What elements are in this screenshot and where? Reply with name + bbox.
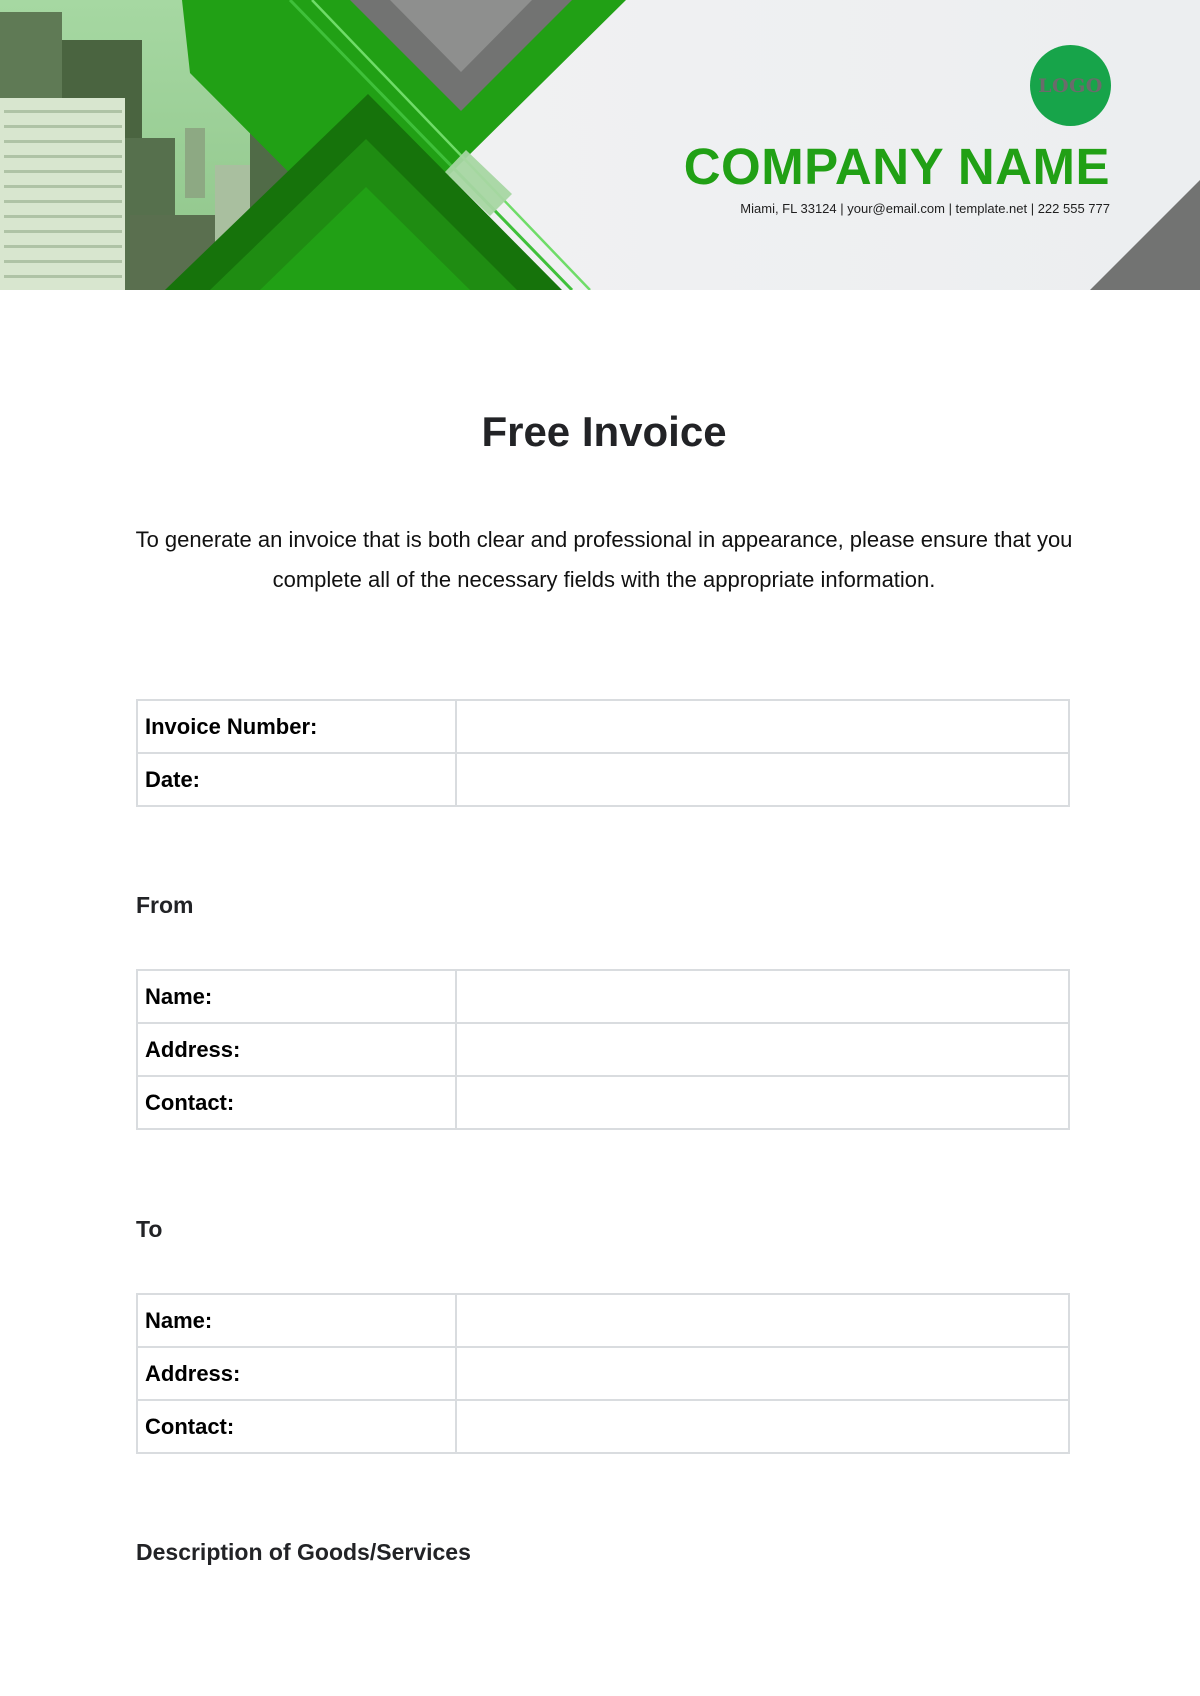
date-label: Date:	[137, 753, 456, 806]
to-address-label: Address:	[137, 1347, 456, 1400]
to-contact-label: Contact:	[137, 1400, 456, 1453]
table-row	[137, 1294, 1069, 1347]
date-field[interactable]	[456, 753, 1069, 806]
from-address-field[interactable]	[456, 1023, 1069, 1076]
table-row	[137, 1023, 1069, 1076]
company-logo	[1030, 45, 1111, 126]
invoice-number-label: Invoice Number:	[137, 700, 456, 753]
from-name-field[interactable]	[456, 970, 1069, 1023]
from-contact-label: Contact:	[137, 1076, 456, 1129]
invoice-number-field[interactable]	[456, 700, 1069, 753]
from-name-label: Name:	[137, 970, 456, 1023]
to-heading: To	[136, 1216, 163, 1242]
to-name-field[interactable]	[456, 1294, 1069, 1347]
from-address-label: Address:	[137, 1023, 456, 1076]
to-table	[136, 1293, 1070, 1454]
table-row	[137, 970, 1069, 1023]
description-heading: Description of Goods/Services	[136, 1539, 471, 1565]
table-row	[137, 1076, 1069, 1129]
from-table	[136, 969, 1070, 1130]
table-row	[137, 1347, 1069, 1400]
company-contact-line: Miami, FL 33124 | your@email.com | template.net | 222 555 777	[740, 201, 1110, 216]
invoice-info-table	[136, 699, 1070, 807]
header-banner	[0, 0, 1200, 290]
logo-text: LOGO	[1038, 74, 1103, 97]
page-title: Free Invoice	[481, 408, 727, 455]
table-row	[137, 700, 1069, 753]
intro-paragraph: To generate an invoice that is both clear and professional in appearance, please ensure that you complete all of the necessary fields with the appropriate information.	[135, 527, 1073, 592]
to-address-field[interactable]	[456, 1347, 1069, 1400]
from-heading: From	[136, 892, 194, 918]
from-contact-field[interactable]	[456, 1076, 1069, 1129]
table-row	[137, 753, 1069, 806]
table-row	[137, 1400, 1069, 1453]
company-name: COMPANY NAME	[683, 138, 1110, 195]
to-contact-field[interactable]	[456, 1400, 1069, 1453]
to-name-label: Name:	[137, 1294, 456, 1347]
